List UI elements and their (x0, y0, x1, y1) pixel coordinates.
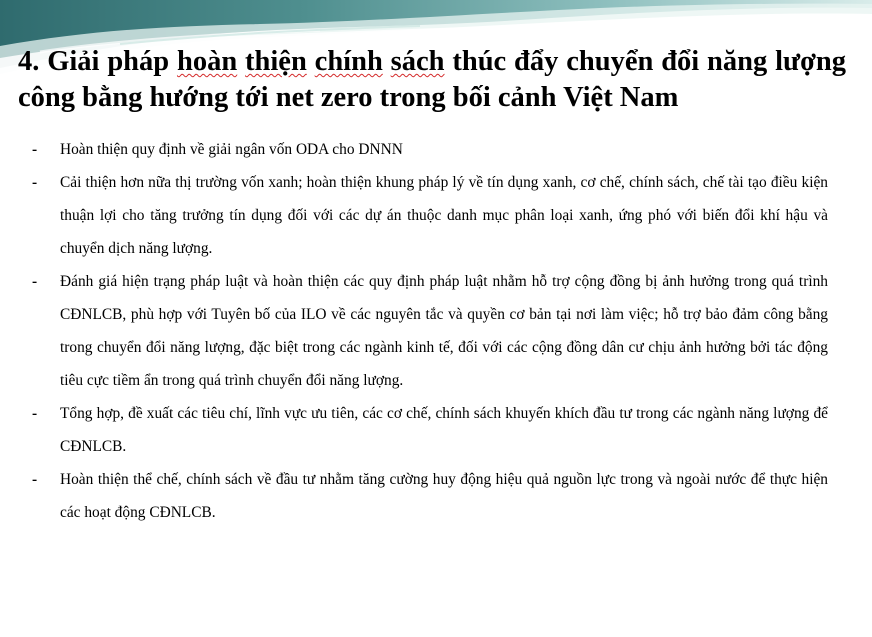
list-item (28, 265, 828, 397)
title-word-thien: thiện (245, 46, 307, 77)
slide-title (18, 44, 846, 116)
title-rest: thúc đẩy chuyển đổi năng lượng công bằng hướng tới net zero trong bối cảnh Việt Nam (18, 46, 847, 113)
bullet-text: Cải thiện hơn nữa thị trường vốn xanh; hoàn thiện khung pháp lý về tín dụng xanh, cơ chế, chính sách, chế tài tạo điều kiện thuận lợi cho tăng trưởng tín dụng đối với các dự án thuộc danh mục phân loại xanh, ứng phó với biến đổi khí hậu và chuyển dịch năng lượng. (60, 174, 828, 257)
bullet-list (28, 133, 828, 529)
list-item (28, 133, 828, 166)
bullet-dash: - (32, 471, 38, 488)
title-space (237, 46, 245, 77)
title-word-chinh: chính (314, 46, 383, 77)
bullet-text: Tổng hợp, đề xuất các tiêu chí, lĩnh vực ưu tiên, các cơ chế, chính sách khuyến khích đầu tư trong các ngành năng lượng để CĐNLCB. (60, 405, 828, 455)
list-item (28, 463, 828, 529)
bullet-dash: - (32, 141, 38, 158)
bullet-text: Đánh giá hiện trạng pháp luật và hoàn thiện các quy định pháp luật nhằm hỗ trợ cộng đồng bị ảnh hưởng trong quá trình CĐNLCB, phù hợp với Tuyên bố của ILO về các nguyên tắc và quyền cơ bản tại nơi làm việc; hỗ trợ bảo đảm công bằng trong chuyển đổi năng lượng, đặc biệt trong các ngành kinh tế, đối với các cộng đồng dân cư chịu ảnh hưởng bởi tác động tiêu cực tiềm ẩn trong quá trình chuyển đổi năng lượng. (60, 273, 828, 389)
title-word-hoan: hoàn (176, 46, 238, 77)
bullet-dash: - (32, 405, 38, 422)
title-space (307, 46, 315, 77)
bullet-text: Hoàn thiện quy định về giải ngân vốn ODA cho DNNN (60, 141, 403, 158)
title-space (383, 46, 391, 77)
bullet-text: Hoàn thiện thể chế, chính sách về đầu tư nhằm tăng cường huy động hiệu quả nguồn lực trong và ngoài nước để thực hiện các hoạt động CĐNLCB. (60, 471, 828, 521)
title-word-sach: sách (390, 46, 445, 77)
list-item (28, 166, 828, 265)
bullet-dash: - (32, 174, 38, 191)
title-prefix: 4. Giải pháp (18, 46, 177, 77)
bullet-dash: - (32, 273, 38, 290)
list-item (28, 397, 828, 463)
